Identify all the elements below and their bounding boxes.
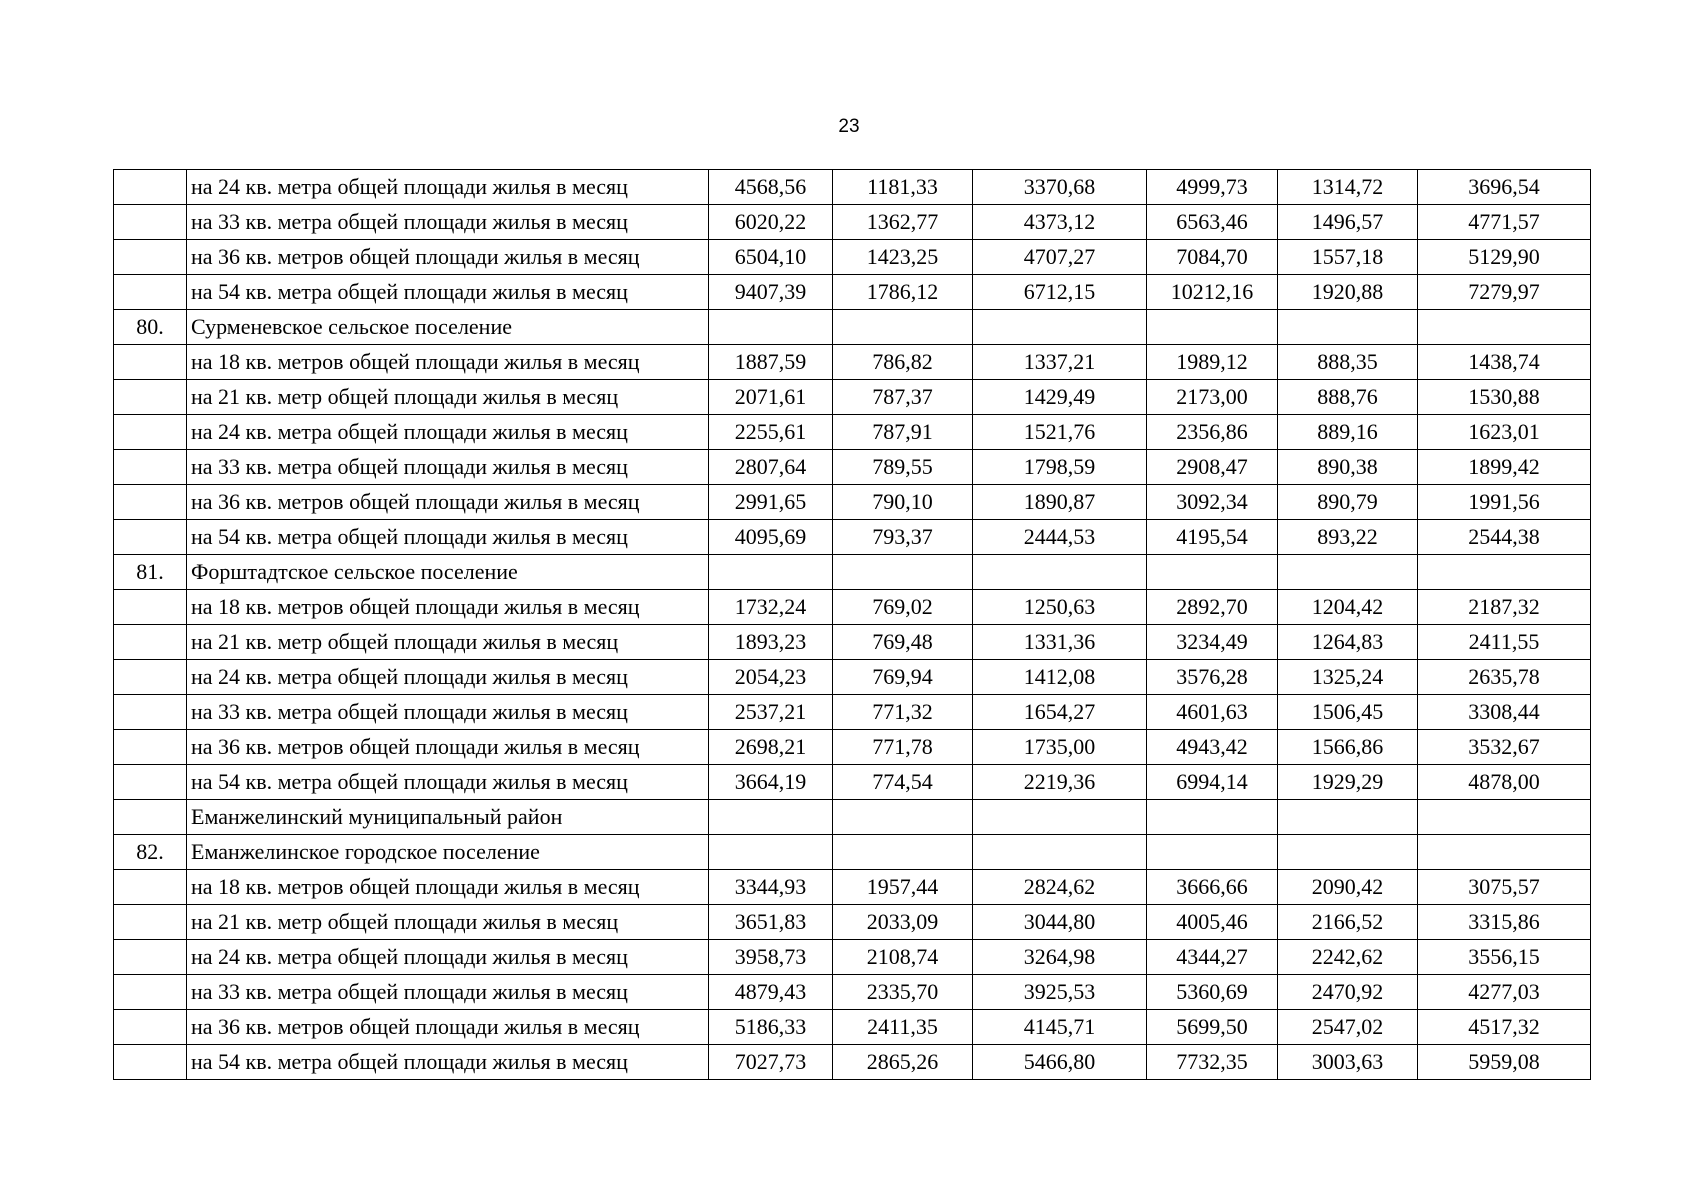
value-cell-2: 771,32 (833, 695, 973, 730)
value-cell-4: 3576,28 (1147, 660, 1278, 695)
value-cell-2: 786,82 (833, 345, 973, 380)
table-row (114, 905, 1591, 940)
row-label: на 18 кв. метров общей площади жилья в месяц (187, 345, 709, 380)
row-label: Еманжелинское городское поселение (187, 835, 709, 870)
value-cell-4: 3666,66 (1147, 870, 1278, 905)
value-cell-5: 889,16 (1278, 415, 1418, 450)
value-cell-2: 771,78 (833, 730, 973, 765)
value-cell-1: 7027,73 (709, 1045, 833, 1080)
value-cell-3 (973, 800, 1147, 835)
value-cell-5: 3003,63 (1278, 1045, 1418, 1080)
row-number (114, 695, 187, 730)
table-row (114, 415, 1591, 450)
value-cell-5: 1325,24 (1278, 660, 1418, 695)
table-row (114, 590, 1591, 625)
value-cell-5: 1929,29 (1278, 765, 1418, 800)
value-cell-6: 7279,97 (1418, 275, 1591, 310)
value-cell-2: 769,94 (833, 660, 973, 695)
value-cell-1: 3664,19 (709, 765, 833, 800)
row-number (114, 380, 187, 415)
value-cell-5: 1506,45 (1278, 695, 1418, 730)
value-cell-5: 2090,42 (1278, 870, 1418, 905)
row-number (114, 415, 187, 450)
row-label: на 54 кв. метра общей площади жилья в месяц (187, 275, 709, 310)
value-cell-1: 5186,33 (709, 1010, 833, 1045)
value-cell-4: 6563,46 (1147, 205, 1278, 240)
value-cell-3: 5466,80 (973, 1045, 1147, 1080)
value-cell-6: 4878,00 (1418, 765, 1591, 800)
value-cell-1: 2255,61 (709, 415, 833, 450)
value-cell-2: 2865,26 (833, 1045, 973, 1080)
value-cell-6: 5959,08 (1418, 1045, 1591, 1080)
value-cell-3: 4707,27 (973, 240, 1147, 275)
value-cell-3 (973, 555, 1147, 590)
table-row (114, 380, 1591, 415)
value-cell-6: 5129,90 (1418, 240, 1591, 275)
value-cell-3: 1331,36 (973, 625, 1147, 660)
value-cell-4: 2908,47 (1147, 450, 1278, 485)
row-number (114, 975, 187, 1010)
value-cell-5: 1566,86 (1278, 730, 1418, 765)
value-cell-5: 1557,18 (1278, 240, 1418, 275)
row-label: Сурменевское сельское поселение (187, 310, 709, 345)
row-label: на 33 кв. метра общей площади жилья в месяц (187, 695, 709, 730)
table-row (114, 485, 1591, 520)
row-number (114, 450, 187, 485)
value-cell-6: 4771,57 (1418, 205, 1591, 240)
value-cell-2: 1423,25 (833, 240, 973, 275)
value-cell-3: 3044,80 (973, 905, 1147, 940)
value-cell-1: 3958,73 (709, 940, 833, 975)
value-cell-6: 4517,32 (1418, 1010, 1591, 1045)
value-cell-6: 1899,42 (1418, 450, 1591, 485)
value-cell-6: 3315,86 (1418, 905, 1591, 940)
value-cell-3: 2444,53 (973, 520, 1147, 555)
value-cell-2: 793,37 (833, 520, 973, 555)
table-row (114, 870, 1591, 905)
value-cell-6: 2635,78 (1418, 660, 1591, 695)
table-row (114, 800, 1591, 835)
value-cell-2 (833, 835, 973, 870)
value-cell-2: 2033,09 (833, 905, 973, 940)
value-cell-5: 888,76 (1278, 380, 1418, 415)
value-cell-1 (709, 310, 833, 345)
value-cell-1: 4568,56 (709, 170, 833, 205)
value-cell-3: 1412,08 (973, 660, 1147, 695)
value-cell-3: 1337,21 (973, 345, 1147, 380)
value-cell-2: 1957,44 (833, 870, 973, 905)
value-cell-4: 5699,50 (1147, 1010, 1278, 1045)
value-cell-3: 4373,12 (973, 205, 1147, 240)
value-cell-1: 2698,21 (709, 730, 833, 765)
value-cell-5 (1278, 310, 1418, 345)
value-cell-2: 1362,77 (833, 205, 973, 240)
value-cell-1: 1887,59 (709, 345, 833, 380)
value-cell-4: 7084,70 (1147, 240, 1278, 275)
value-cell-1: 4879,43 (709, 975, 833, 1010)
value-cell-2: 787,91 (833, 415, 973, 450)
row-number: 82. (114, 835, 187, 870)
value-cell-1: 3344,93 (709, 870, 833, 905)
value-cell-4: 4943,42 (1147, 730, 1278, 765)
value-cell-5: 2470,92 (1278, 975, 1418, 1010)
value-cell-5: 1314,72 (1278, 170, 1418, 205)
value-cell-1: 1893,23 (709, 625, 833, 660)
value-cell-1: 2071,61 (709, 380, 833, 415)
value-cell-2: 2411,35 (833, 1010, 973, 1045)
value-cell-3: 1429,49 (973, 380, 1147, 415)
row-number (114, 870, 187, 905)
value-cell-3: 1735,00 (973, 730, 1147, 765)
row-number: 81. (114, 555, 187, 590)
table-row (114, 695, 1591, 730)
row-number (114, 660, 187, 695)
value-cell-4: 3234,49 (1147, 625, 1278, 660)
value-cell-2: 2335,70 (833, 975, 973, 1010)
value-cell-1: 3651,83 (709, 905, 833, 940)
value-cell-6: 2411,55 (1418, 625, 1591, 660)
value-cell-6: 1438,74 (1418, 345, 1591, 380)
value-cell-5: 2166,52 (1278, 905, 1418, 940)
value-cell-1: 2807,64 (709, 450, 833, 485)
row-label: на 36 кв. метров общей площади жилья в месяц (187, 730, 709, 765)
row-number (114, 520, 187, 555)
row-number (114, 765, 187, 800)
row-number (114, 485, 187, 520)
table-row (114, 345, 1591, 380)
table-row (114, 765, 1591, 800)
value-cell-2: 1181,33 (833, 170, 973, 205)
row-number (114, 345, 187, 380)
value-cell-6: 2187,32 (1418, 590, 1591, 625)
value-cell-4: 2356,86 (1147, 415, 1278, 450)
row-number: 80. (114, 310, 187, 345)
value-cell-2: 787,37 (833, 380, 973, 415)
value-cell-4 (1147, 555, 1278, 590)
value-cell-6: 2544,38 (1418, 520, 1591, 555)
value-cell-1: 9407,39 (709, 275, 833, 310)
value-cell-4: 4999,73 (1147, 170, 1278, 205)
value-cell-6: 1623,01 (1418, 415, 1591, 450)
value-cell-2: 1786,12 (833, 275, 973, 310)
value-cell-5: 1496,57 (1278, 205, 1418, 240)
value-cell-1: 4095,69 (709, 520, 833, 555)
value-cell-4: 1989,12 (1147, 345, 1278, 380)
value-cell-5: 1920,88 (1278, 275, 1418, 310)
value-cell-1: 2991,65 (709, 485, 833, 520)
value-cell-6: 3556,15 (1418, 940, 1591, 975)
row-number (114, 940, 187, 975)
row-number (114, 625, 187, 660)
table-row (114, 975, 1591, 1010)
value-cell-1: 2054,23 (709, 660, 833, 695)
row-label: на 18 кв. метров общей площади жилья в месяц (187, 590, 709, 625)
value-cell-4: 10212,16 (1147, 275, 1278, 310)
row-number (114, 800, 187, 835)
value-cell-1: 6020,22 (709, 205, 833, 240)
value-cell-3: 2219,36 (973, 765, 1147, 800)
value-cell-3: 1798,59 (973, 450, 1147, 485)
value-cell-1: 1732,24 (709, 590, 833, 625)
value-cell-2: 769,48 (833, 625, 973, 660)
table-row (114, 940, 1591, 975)
table-row (114, 835, 1591, 870)
row-label: Еманжелинский муниципальный район (187, 800, 709, 835)
table-row (114, 240, 1591, 275)
value-cell-5: 890,38 (1278, 450, 1418, 485)
table-row (114, 555, 1591, 590)
value-cell-3: 1654,27 (973, 695, 1147, 730)
table-row (114, 1010, 1591, 1045)
row-label: на 54 кв. метра общей площади жилья в месяц (187, 765, 709, 800)
value-cell-6: 3532,67 (1418, 730, 1591, 765)
value-cell-4: 7732,35 (1147, 1045, 1278, 1080)
value-cell-3: 6712,15 (973, 275, 1147, 310)
value-cell-4: 4344,27 (1147, 940, 1278, 975)
row-label: на 24 кв. метра общей площади жилья в месяц (187, 660, 709, 695)
row-number (114, 590, 187, 625)
page-number: 23 (838, 116, 860, 137)
table-row (114, 450, 1591, 485)
value-cell-1: 2537,21 (709, 695, 833, 730)
value-cell-5: 888,35 (1278, 345, 1418, 380)
value-cell-6: 1530,88 (1418, 380, 1591, 415)
value-cell-4 (1147, 800, 1278, 835)
value-cell-4: 3092,34 (1147, 485, 1278, 520)
value-cell-2 (833, 310, 973, 345)
row-label: на 21 кв. метр общей площади жилья в месяц (187, 905, 709, 940)
value-cell-3: 2824,62 (973, 870, 1147, 905)
table-row (114, 1045, 1591, 1080)
value-cell-5 (1278, 835, 1418, 870)
value-cell-6: 4277,03 (1418, 975, 1591, 1010)
row-number (114, 240, 187, 275)
value-cell-5: 2547,02 (1278, 1010, 1418, 1045)
value-cell-4: 4005,46 (1147, 905, 1278, 940)
value-cell-1 (709, 800, 833, 835)
row-number (114, 275, 187, 310)
row-label: на 54 кв. метра общей площади жилья в месяц (187, 520, 709, 555)
value-cell-5: 1264,83 (1278, 625, 1418, 660)
table-row (114, 170, 1591, 205)
value-cell-6: 1991,56 (1418, 485, 1591, 520)
value-cell-2: 769,02 (833, 590, 973, 625)
value-cell-5: 1204,42 (1278, 590, 1418, 625)
value-cell-2: 2108,74 (833, 940, 973, 975)
row-number (114, 205, 187, 240)
value-cell-6 (1418, 835, 1591, 870)
value-cell-4: 6994,14 (1147, 765, 1278, 800)
value-cell-5 (1278, 555, 1418, 590)
value-cell-5: 890,79 (1278, 485, 1418, 520)
value-cell-3: 1890,87 (973, 485, 1147, 520)
row-number (114, 905, 187, 940)
value-cell-3 (973, 835, 1147, 870)
value-cell-3: 3925,53 (973, 975, 1147, 1010)
row-label: Форштадтское сельское поселение (187, 555, 709, 590)
value-cell-1 (709, 555, 833, 590)
table-row (114, 730, 1591, 765)
value-cell-2 (833, 555, 973, 590)
value-cell-3: 3370,68 (973, 170, 1147, 205)
value-cell-6 (1418, 310, 1591, 345)
row-number (114, 170, 187, 205)
value-cell-2 (833, 800, 973, 835)
row-label: на 33 кв. метра общей площади жилья в месяц (187, 975, 709, 1010)
table-body (114, 170, 1591, 1080)
row-number (114, 1010, 187, 1045)
table-row (114, 660, 1591, 695)
value-cell-6: 3696,54 (1418, 170, 1591, 205)
value-cell-4 (1147, 310, 1278, 345)
table-row (114, 205, 1591, 240)
row-label: на 18 кв. метров общей площади жилья в месяц (187, 870, 709, 905)
value-cell-5 (1278, 800, 1418, 835)
value-cell-4 (1147, 835, 1278, 870)
value-cell-2: 789,55 (833, 450, 973, 485)
value-cell-1: 6504,10 (709, 240, 833, 275)
row-label: на 21 кв. метр общей площади жилья в месяц (187, 380, 709, 415)
value-cell-6: 3308,44 (1418, 695, 1591, 730)
value-cell-3 (973, 310, 1147, 345)
value-cell-3: 1521,76 (973, 415, 1147, 450)
value-cell-4: 2173,00 (1147, 380, 1278, 415)
row-label: на 54 кв. метра общей площади жилья в месяц (187, 1045, 709, 1080)
value-cell-3: 3264,98 (973, 940, 1147, 975)
table-row (114, 520, 1591, 555)
value-cell-6: 3075,57 (1418, 870, 1591, 905)
row-label: на 36 кв. метров общей площади жилья в месяц (187, 1010, 709, 1045)
value-cell-4: 5360,69 (1147, 975, 1278, 1010)
value-cell-3: 4145,71 (973, 1010, 1147, 1045)
row-number (114, 1045, 187, 1080)
value-cell-5: 893,22 (1278, 520, 1418, 555)
value-cell-2: 790,10 (833, 485, 973, 520)
row-label: на 24 кв. метра общей площади жилья в месяц (187, 940, 709, 975)
row-number (114, 730, 187, 765)
value-cell-6 (1418, 555, 1591, 590)
value-cell-4: 2892,70 (1147, 590, 1278, 625)
row-label: на 24 кв. метра общей площади жилья в месяц (187, 415, 709, 450)
row-label: на 21 кв. метр общей площади жилья в месяц (187, 625, 709, 660)
table-row (114, 625, 1591, 660)
row-label: на 36 кв. метров общей площади жилья в месяц (187, 240, 709, 275)
table-row (114, 310, 1591, 345)
value-cell-5: 2242,62 (1278, 940, 1418, 975)
value-cell-1 (709, 835, 833, 870)
value-cell-2: 774,54 (833, 765, 973, 800)
row-label: на 36 кв. метров общей площади жилья в месяц (187, 485, 709, 520)
value-cell-6 (1418, 800, 1591, 835)
table-row (114, 275, 1591, 310)
row-label: на 33 кв. метра общей площади жилья в месяц (187, 205, 709, 240)
value-cell-4: 4195,54 (1147, 520, 1278, 555)
row-label: на 33 кв. метра общей площади жилья в месяц (187, 450, 709, 485)
value-cell-3: 1250,63 (973, 590, 1147, 625)
value-cell-4: 4601,63 (1147, 695, 1278, 730)
tariff-table (113, 169, 1591, 1080)
row-label: на 24 кв. метра общей площади жилья в месяц (187, 170, 709, 205)
